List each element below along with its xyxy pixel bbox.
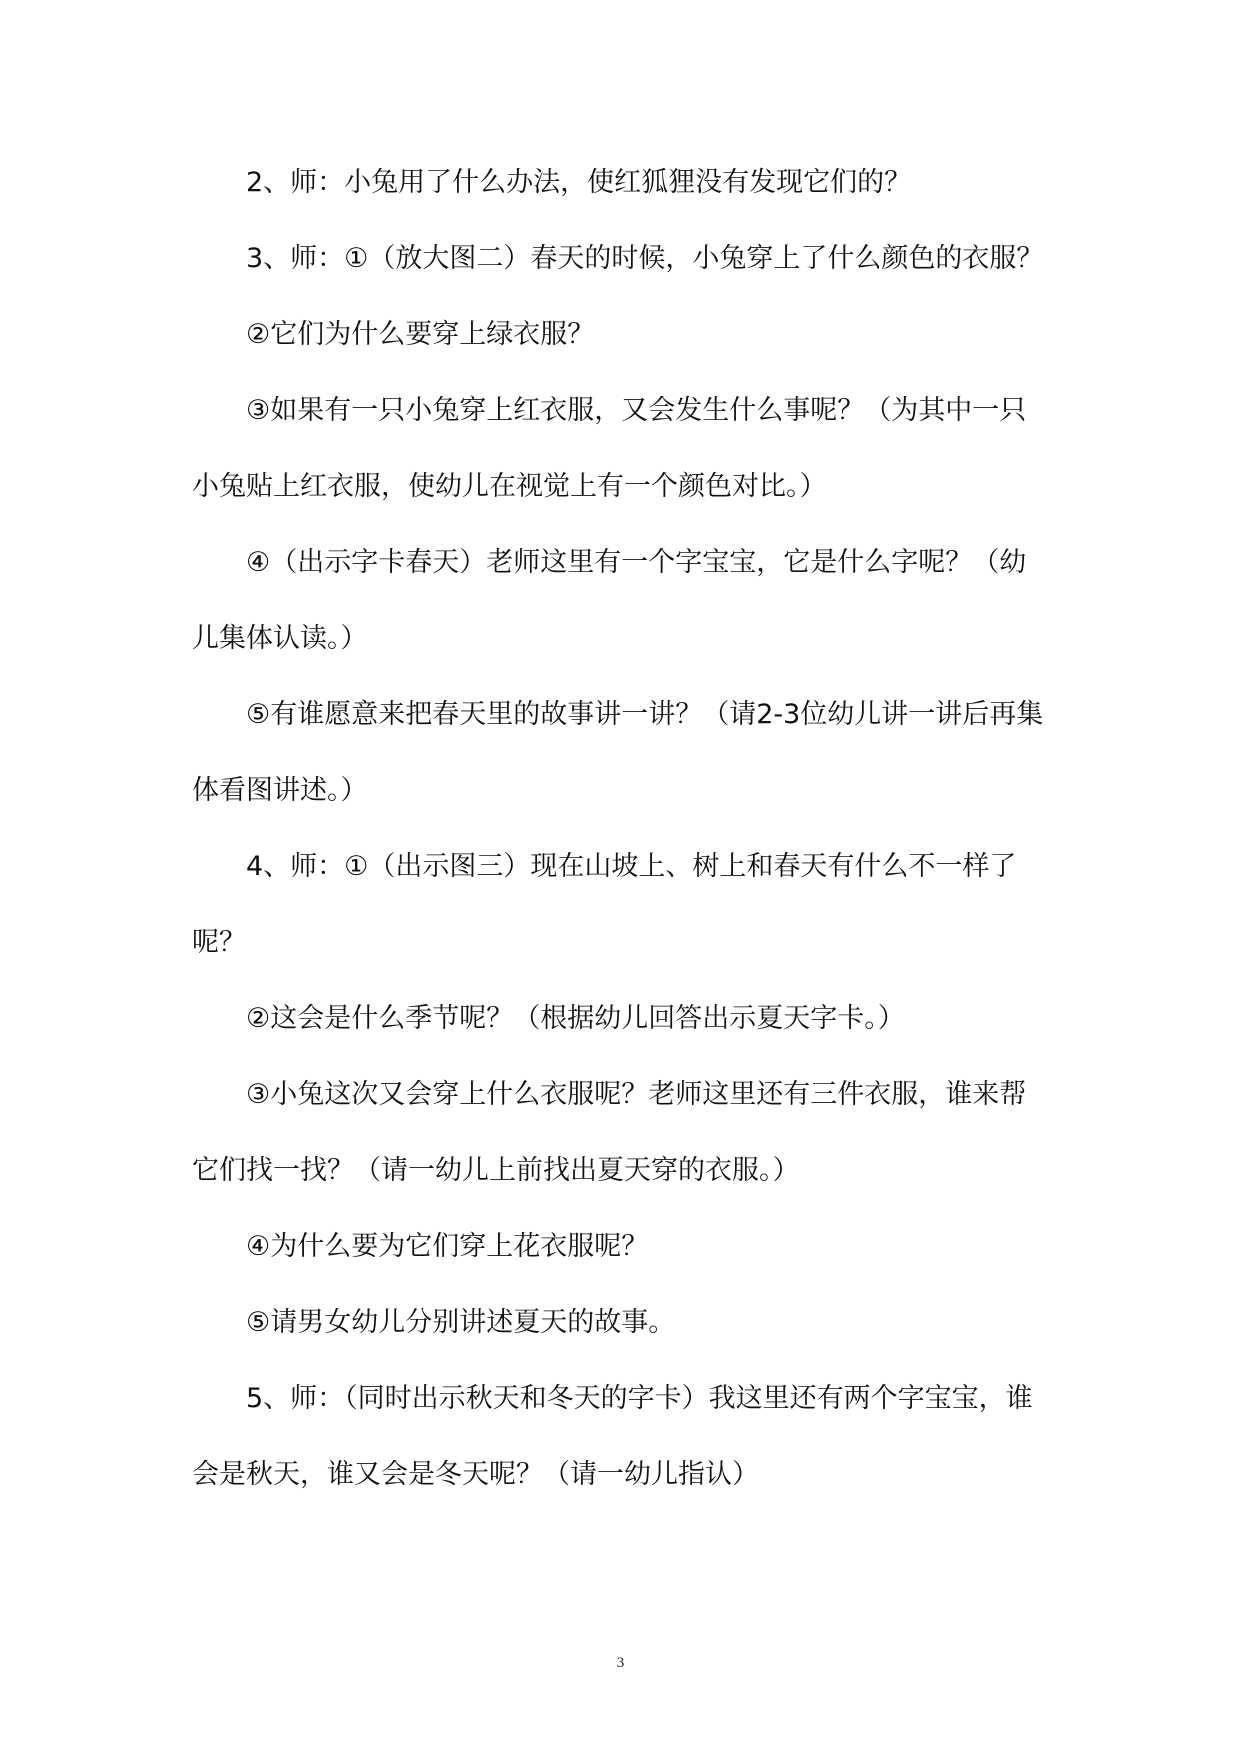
paragraph-7: 4、师：①（出示图三）现在山坡上、树上和春天有什么不一样了呢？ [192,851,1017,958]
document-body [192,145,1052,1513]
paragraph-12: 5、师：（同时出示秋天和冬天的字卡）我这里还有两个字宝宝，谁会是秋天，谁又会是冬天呢？（请一幼儿指认） [192,1383,1033,1490]
paragraph-2: 3、师：①（放大图二）春天的时候，小兔穿上了什么颜色的衣服？ [246,243,1044,274]
paragraph-5: ④（出示字卡春天）老师这里有一个字宝宝，它是什么字呢？（幼儿集体认读。） [192,547,1027,654]
paragraph-8: ②这会是什么季节呢？（根据幼儿回答出示夏天字卡。） [246,1003,905,1034]
page-number: 3 [616,1655,625,1671]
paragraph-3: ②它们为什么要穿上绿衣服？ [246,319,595,350]
paragraph-4: ③如果有一只小兔穿上红衣服，又会发生什么事呢？（为其中一只小兔贴上红衣服，使幼儿在视觉上有一个颜色对比。） [192,395,1027,502]
paragraph-10: ④为什么要为它们穿上花衣服呢？ [246,1231,649,1262]
paragraph-11: ⑤请男女幼儿分别讲述夏天的故事。 [246,1307,676,1338]
paragraph-6: ⑤有谁愿意来把春天里的故事讲一讲？（请2-3位幼儿讲一讲后再集体看图讲述。） [192,699,1044,806]
paragraph-1: 2、师：小兔用了什么办法，使红狐狸没有发现它们的？ [246,167,912,198]
paragraph-9: ③小兔这次又会穿上什么衣服呢？老师这里还有三件衣服，谁来帮它们找一找？（请一幼儿上前找出夏天穿的衣服。） [192,1079,1027,1186]
